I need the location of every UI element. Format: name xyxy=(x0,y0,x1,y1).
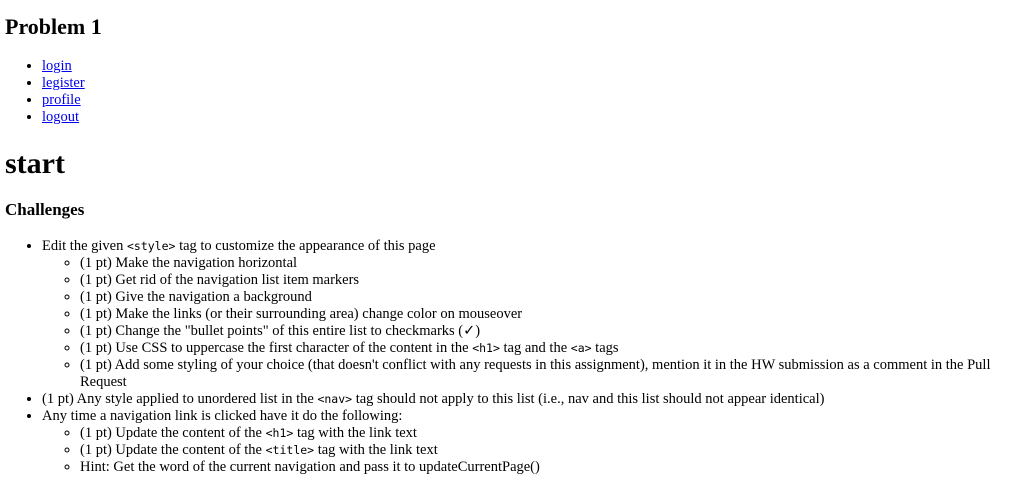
nav-item-login xyxy=(42,58,85,75)
challenge-item-style xyxy=(42,238,1021,391)
code-h1-tag: <h1> xyxy=(265,426,294,440)
style-subtasks-list xyxy=(42,255,1021,391)
navigation-list xyxy=(5,58,85,126)
click-subtasks-list xyxy=(42,425,1021,476)
nav-item-register xyxy=(42,75,85,92)
challenge-item-nav-click xyxy=(42,408,1021,476)
challenge-text: tag to customize the appearance of this page xyxy=(175,238,436,254)
subtask-item: ◦ (1 pt) Make the links (or their surrounding area) change color on mouseover xyxy=(80,306,1021,323)
nav-link-logout[interactable]: logout xyxy=(42,109,80,125)
subtask-text: tag with the link text xyxy=(314,442,438,458)
challenge-text: (1 pt) Any style applied to unordered list in the xyxy=(42,391,318,407)
subtask-item: ◦ (1 pt) Change the "bullet points" of this entire list to checkmarks (✓) xyxy=(80,323,1021,340)
subtask-text: tags xyxy=(591,340,619,356)
code-title-tag: <title> xyxy=(265,443,315,457)
current-page-heading: start xyxy=(5,147,65,180)
subtask-text: (1 pt) Update the content of the xyxy=(80,442,266,458)
nav-link-register[interactable]: legister xyxy=(42,75,85,91)
code-nav-tag: <nav> xyxy=(317,392,353,406)
subtask-item: ◦ (1 pt) Add some styling of your choice (that doesn't conflict with any requests in this assignment), mention it in the HW submission as a comment in the Pull Request xyxy=(80,357,1021,391)
subtask-item: ◦ (1 pt) Get rid of the navigation list item markers xyxy=(80,272,1021,289)
subtask-text: (1 pt) Use CSS to uppercase the first character of the content in the xyxy=(80,340,473,356)
subtask-text: (1 pt) Update the content of the xyxy=(80,425,266,441)
subtask-item: ◦ (1 pt) Give the navigation a background xyxy=(80,289,1021,306)
subtask-item: ◦ (1 pt) Make the navigation horizontal xyxy=(80,255,1021,272)
nav-link-profile[interactable]: profile xyxy=(42,92,81,108)
code-style-tag: <style> xyxy=(126,239,176,253)
code-a-tag: <a> xyxy=(570,341,592,355)
nav-item-profile xyxy=(42,92,85,109)
nav-link-login[interactable]: login xyxy=(42,58,72,74)
challenge-text: Edit the given xyxy=(42,238,127,254)
subtask-item xyxy=(80,340,1021,357)
challenge-item-nav-style xyxy=(42,391,1021,408)
challenge-text: Any time a navigation link is clicked have it do the following: xyxy=(42,408,403,424)
nav-item-logout xyxy=(42,109,85,126)
subtask-item xyxy=(80,425,1021,442)
challenges-heading: Challenges xyxy=(5,200,85,219)
challenges-list xyxy=(5,238,1021,476)
code-h1-tag: <h1> xyxy=(472,341,500,355)
subtask-item: ◦ Hint: Get the word of the current navigation and pass it to updateCurrentPage() xyxy=(80,459,1021,476)
subtask-text: tag and the xyxy=(499,340,571,356)
subtask-text: tag with the link text xyxy=(293,425,417,441)
subtask-item xyxy=(80,442,1021,459)
challenge-text: tag should not apply to this list (i.e., nav and this list should not appear identical) xyxy=(352,391,825,407)
problem-title: Problem 1 xyxy=(5,14,102,39)
